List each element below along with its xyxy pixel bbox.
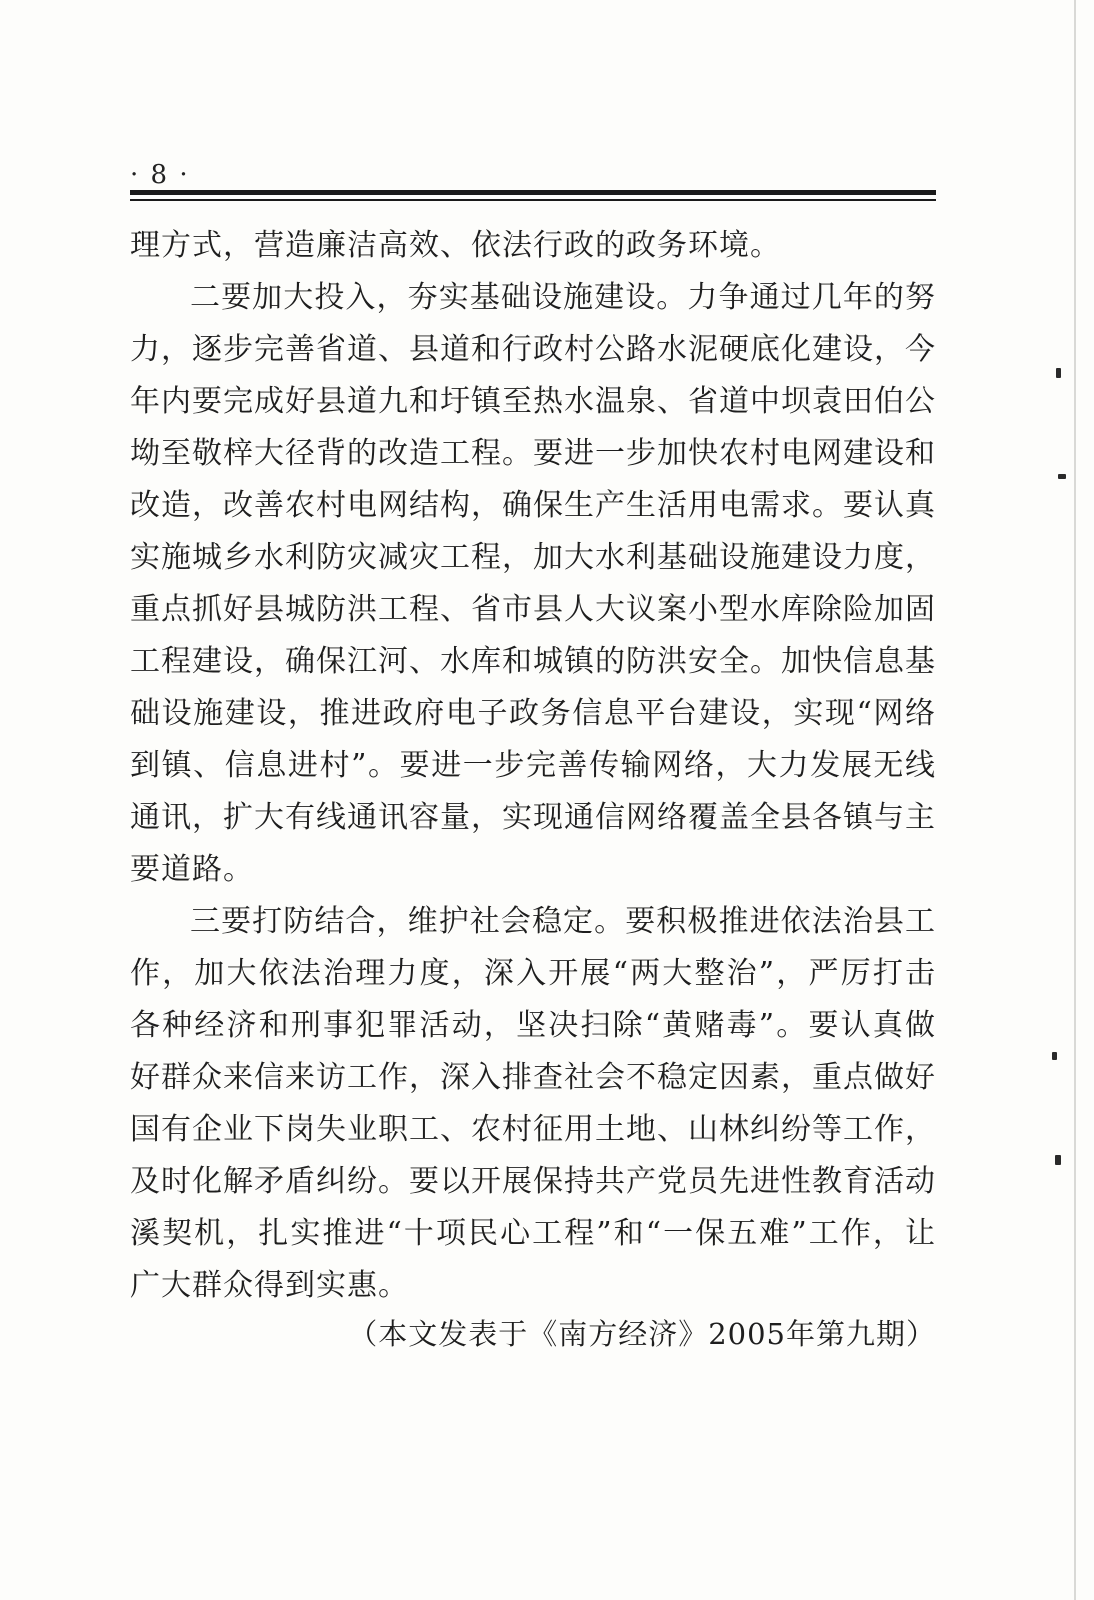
page-number: · 8 · xyxy=(130,160,190,190)
paragraph-social-stability: 三要打防结合，维护社会稳定。要积极推进依法治县工作，加大依法治理力度，深入开展“两大整治”，严厉打击各种经济和刑事犯罪活动，坚决扫除“黄赌毒”。要认真做好群众来信来访工作，深入排查社会不稳定因素，重点做好国有企业下岗失业职工、农村征用土地、山林纠纷等工作，及时化解矛盾纠纷。要以开展保持共产党员先进性教育活动溪契机，扎实推进“十项民心工程”和“一保五难”工作，让广大群众得到实惠。 xyxy=(130,904,936,1303)
page-edge-shadow xyxy=(1074,0,1076,1600)
header-rule-thin xyxy=(130,199,936,201)
scan-mark xyxy=(1058,474,1066,479)
paragraph-infrastructure: 二要加大投入，夯实基础设施建设。力争通过几年的努力，逐步完善省道、县道和行政村公路水泥硬底化建设，今年内要完成好县道九和圩镇至热水温泉、省道中坝袁田伯公坳至敬梓大径背的改造工程。要进一步加快农村电网建设和改造，改善农村电网结构，确保生产生活用电需求。要认真实施城乡水利防灾减灾工程，加大水利基础设施建设力度，重点抓好县城防洪工程、省市县人大议案小型水库除险加固工程建设，确保江河、水库和城镇的防洪安全。加快信息基础设施建设，推进政府电子政务信息平台建设，实现“网络到镇、信息进村”。要进一步完善传输网络，大力发展无线通讯，扩大有线通讯容量，实现通信网络覆盖全县各镇与主要道路。 xyxy=(130,280,936,887)
scan-mark xyxy=(1056,368,1061,378)
scan-mark xyxy=(1052,1052,1057,1060)
header-rule-thick xyxy=(130,190,936,195)
body-text xyxy=(130,220,936,1312)
paragraph-continuation: 理方式，营造廉洁高效、依法行政的政务环境。 xyxy=(130,228,781,263)
scan-mark xyxy=(1055,1155,1061,1165)
source-note: （本文发表于《南方经济》2005年第九期） xyxy=(348,1317,936,1351)
